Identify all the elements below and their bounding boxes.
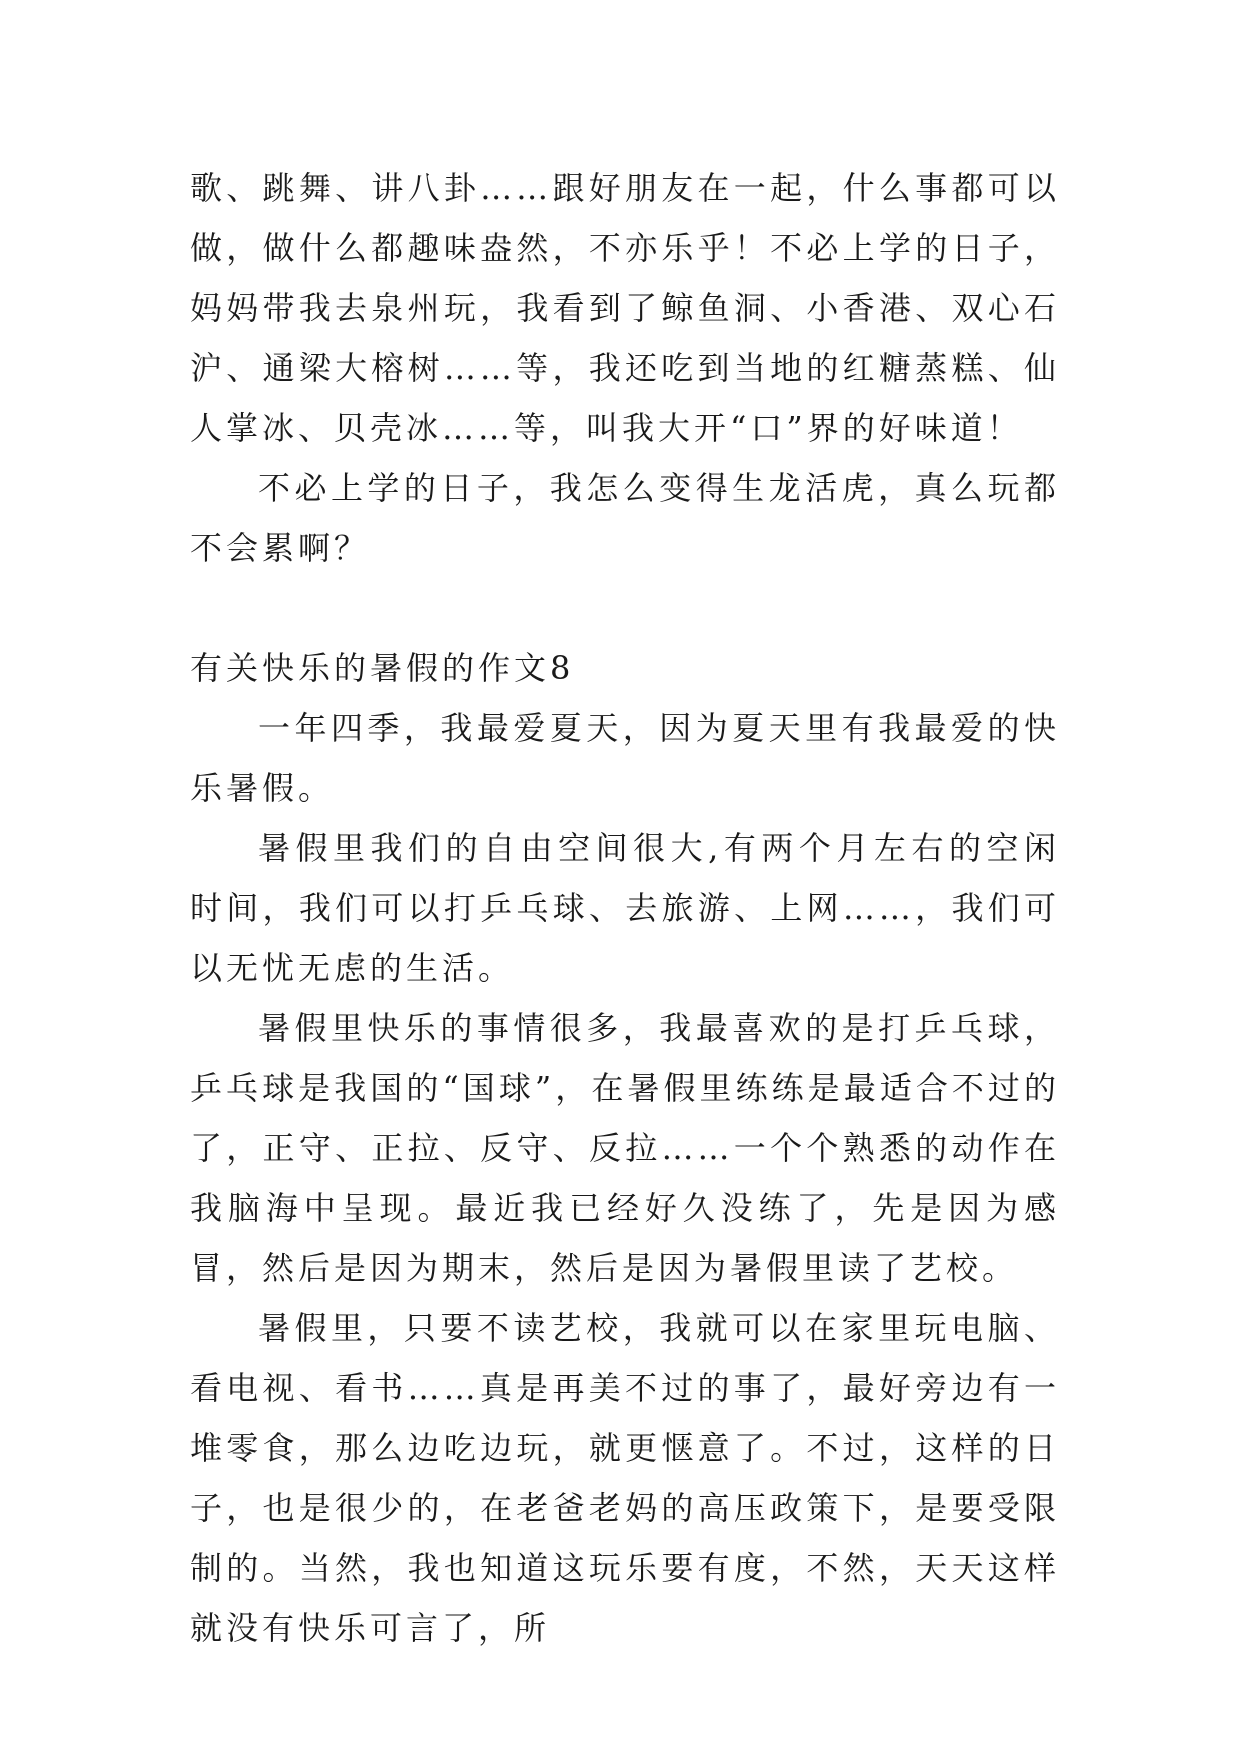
paragraph: 一年四季，我最爱夏天，因为夏天里有我最爱的快乐暑假。 bbox=[190, 709, 1060, 807]
paragraph: 暑假里我们的自由空间很大,有两个月左右的空闲时间，我们可以打乒乓球、去旅游、上网……，我们可以无忧无虑的生活。 bbox=[190, 829, 1060, 987]
paragraph: 暑假里，只要不读艺校，我就可以在家里玩电脑、看电视、看书……真是再美不过的事了，最好旁边有一堆零食，那么边吃边玩，就更惬意了。不过，这样的日子，也是很少的，在老爸老妈的高压政策下，是要受限制的。当然，我也知道这玩乐要有度，不然，天天这样就没有快乐可言了，所 bbox=[190, 1309, 1060, 1647]
paragraph-continued: 歌、跳舞、讲八卦……跟好朋友在一起，什么事都可以做，做什么都趣味盎然，不亦乐乎！不必上学的日子，妈妈带我去泉州玩，我看到了鲸鱼洞、小香港、双心石沪、通梁大榕树……等，我还吃到当地的红糖蒸糕、仙人掌冰、贝壳冰……等，叫我大开“口”界的好味道！ bbox=[190, 169, 1060, 447]
document-body bbox=[190, 158, 1060, 1658]
paragraph: 不必上学的日子，我怎么变得生龙活虎，真么玩都不会累啊？ bbox=[190, 469, 1060, 567]
essay-heading: 有关快乐的暑假的作文8 bbox=[190, 649, 575, 687]
paragraph: 暑假里快乐的事情很多，我最喜欢的是打乒乓球，乒乓球是我国的“国球”，在暑假里练练是最适合不过的了，正守、正拉、反守、反拉……一个个熟悉的动作在我脑海中呈现。最近我已经好久没练了，先是因为感冒，然后是因为期末，然后是因为暑假里读了艺校。 bbox=[190, 1009, 1060, 1287]
